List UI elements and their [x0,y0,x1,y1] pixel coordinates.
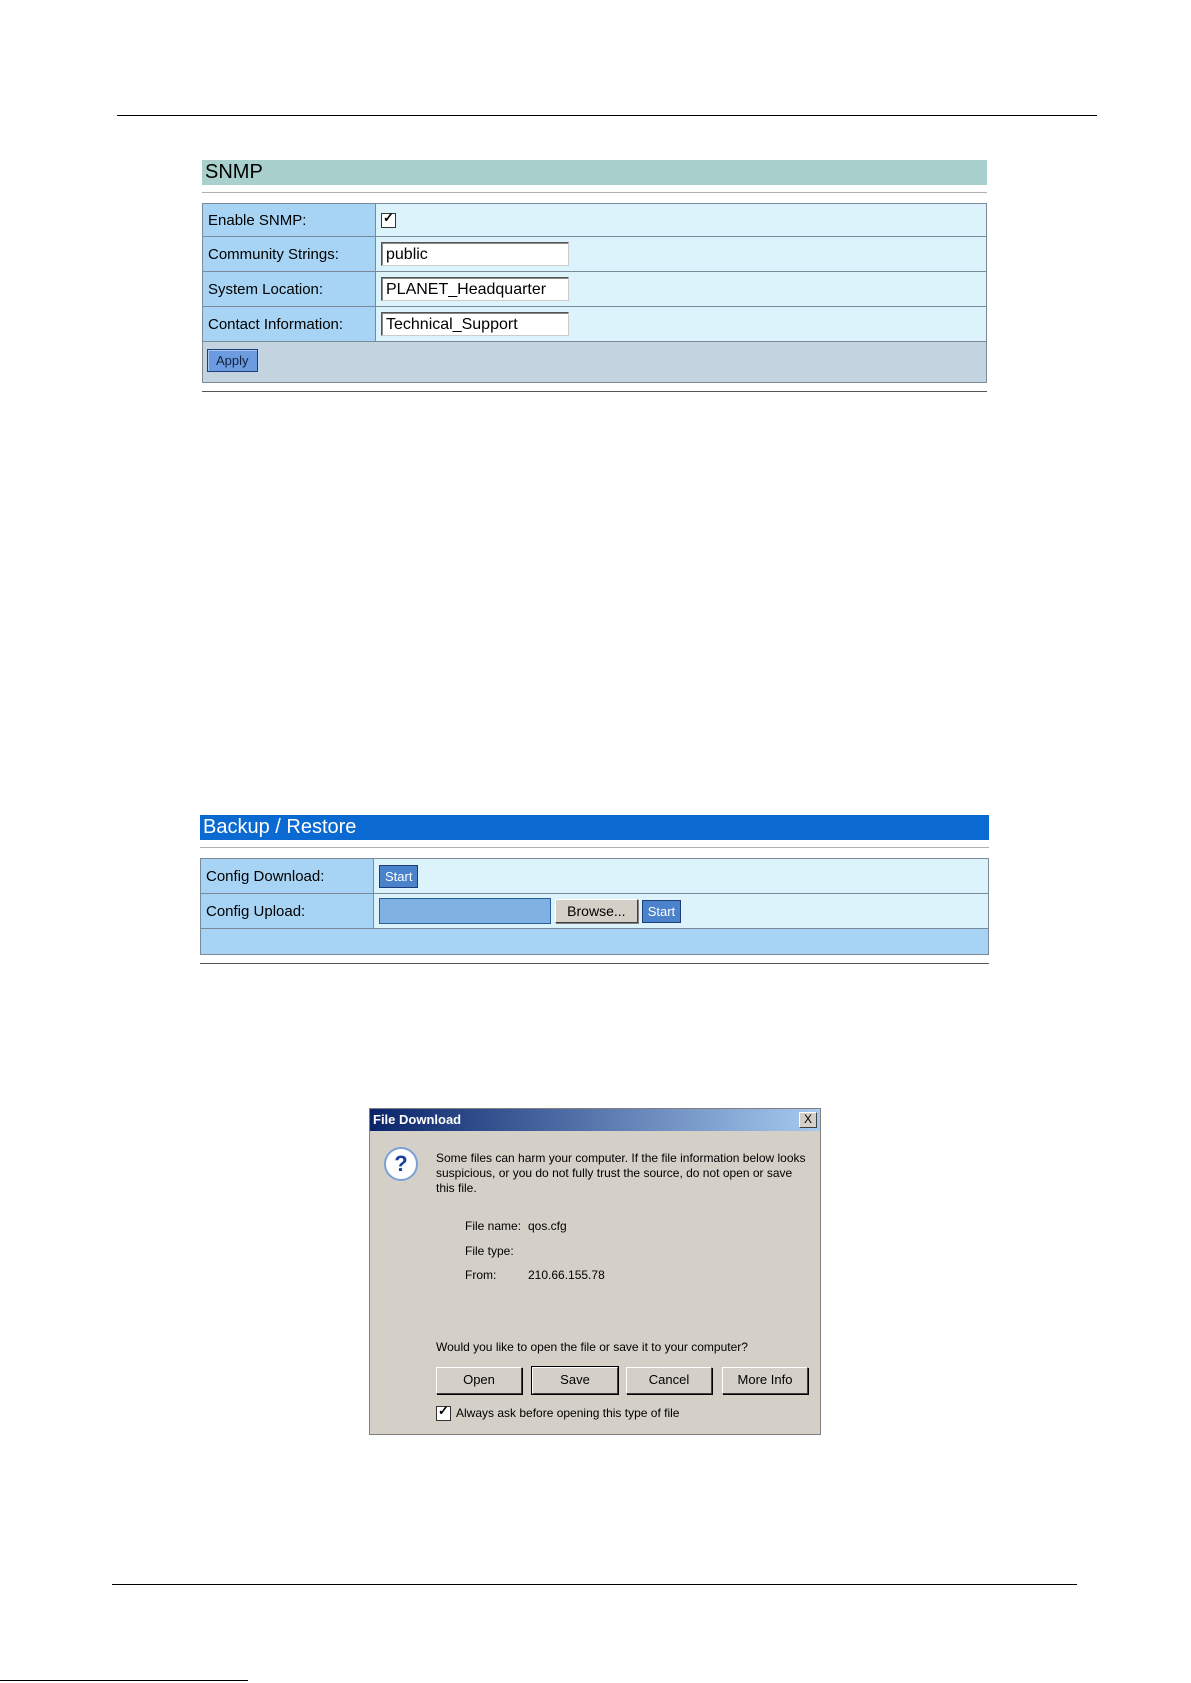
dialog-warning-text: Some files can harm your computer. If the file information below looks suspicious, or you do not fully trust the source, do not open or save this file. [436,1151,806,1195]
snmp-community-row [203,237,987,272]
snmp-bottom-divider [202,391,987,392]
file-name-value: qos.cfg [528,1219,567,1233]
system-location-input[interactable]: PLANET_Headquarter [381,277,569,301]
snmp-form [202,203,987,342]
from-value: 210.66.155.78 [528,1268,605,1282]
snmp-panel [202,160,987,392]
snmp-apply-row [202,342,987,383]
snmp-title: SNMP [202,160,987,185]
backup-title-divider [200,847,989,848]
system-location-label: System Location: [203,272,376,307]
save-button[interactable]: Save [532,1367,618,1394]
enable-snmp-checkbox[interactable] [381,210,396,228]
page-header-rule [117,115,1097,116]
file-download-dialog [369,1108,821,1435]
page-footer-rule [112,1584,1077,1585]
community-strings-label: Community Strings: [203,237,376,272]
snmp-location-row [203,272,987,307]
dialog-title: File Download [370,1109,820,1131]
always-ask-checkbox[interactable] [436,1403,451,1421]
from-label: From: [465,1268,497,1282]
snmp-enable-row [203,204,987,237]
more-info-button[interactable]: More Info [722,1367,808,1394]
snmp-title-divider [202,192,987,193]
config-upload-start-button[interactable]: Start [642,900,681,923]
enable-snmp-label: Enable SNMP: [203,204,376,237]
question-icon: ? [384,1147,418,1181]
browse-button[interactable]: Browse... [555,899,637,923]
footnote-rule [0,1680,248,1681]
backup-bottom-divider [200,963,989,964]
contact-information-input[interactable]: Technical_Support [381,312,569,336]
snmp-contact-row [203,307,987,342]
config-download-label: Config Download: [201,859,374,894]
checkmark-icon: ✓ [438,1403,449,1418]
file-type-label: File type: [465,1244,514,1258]
config-download-row [201,859,989,894]
file-name-label: File name: [465,1219,522,1233]
contact-information-label: Contact Information: [203,307,376,342]
backup-footer-row [200,929,989,955]
cancel-button[interactable]: Cancel [626,1367,712,1394]
backup-restore-title: Backup / Restore [200,815,989,840]
backup-restore-panel [200,815,989,964]
config-upload-label: Config Upload: [201,894,374,929]
dialog-question: Would you like to open the file or save it to your computer? [436,1340,748,1354]
close-icon[interactable]: X [799,1112,817,1128]
config-upload-file-input[interactable] [379,898,551,924]
checkmark-icon: ✓ [383,210,394,226]
config-upload-row [201,894,989,929]
backup-form [200,858,989,929]
apply-button[interactable]: Apply [207,349,258,372]
always-ask-label: Always ask before opening this type of file [456,1406,680,1420]
open-button[interactable]: Open [436,1367,522,1394]
config-download-start-button[interactable]: Start [379,865,418,888]
community-strings-input[interactable]: public [381,242,569,266]
